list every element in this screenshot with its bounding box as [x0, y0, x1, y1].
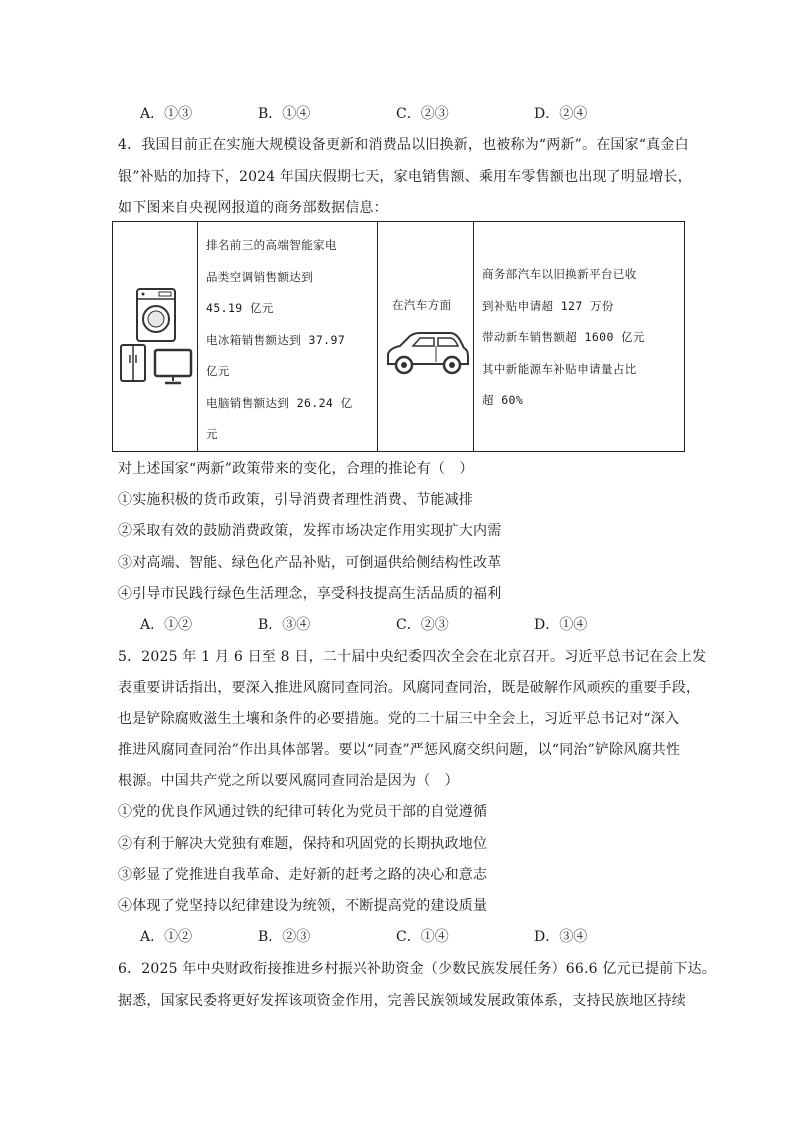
car-icon: [384, 330, 470, 376]
washing-machine-icon: [135, 287, 179, 343]
q4-statement-4: ④引导市民践行绿色生活理念，享受科技提高生活品质的福利: [118, 586, 502, 602]
commerce-data-table: [112, 221, 685, 452]
q5-stem-line-3: 也是铲除腐败滋生土壤和条件的必要措施。党的二十届三中全会上，习近平总书记对“深入: [118, 711, 680, 727]
q5-option-d[interactable]: D．③④: [534, 929, 588, 945]
q4-option-c[interactable]: C．②③: [396, 617, 449, 633]
appliance-line: 亿元: [206, 364, 230, 378]
q3-options: [140, 103, 660, 125]
q5-stem-line-4: 推进风腐同查同治”作出具体部署。要以“同查”严惩风腐交织问题，以“同治”铲除风腐共性: [118, 742, 681, 758]
q4-option-a[interactable]: A．①②: [140, 617, 193, 633]
q4-stem-line-1: 4．我国目前正在实施大规模设备更新和消费品以旧换新，也被称为“两新”。在国家“真金白: [118, 137, 689, 153]
car-label: 在汽车方面: [392, 298, 452, 312]
q5-statement-2: ②有利于解决大党独有难题，保持和巩固党的长期执政地位: [118, 836, 488, 852]
q6-stem-line-1: 6．2025 年中央财政衔接推进乡村振兴补助资金（少数民族发展任务）66.6 亿元已提前下达。: [118, 961, 717, 977]
q5-option-c[interactable]: C．①④: [396, 929, 449, 945]
q5-option-b[interactable]: B．②③: [258, 929, 311, 945]
q4-option-d[interactable]: D．①④: [534, 617, 588, 633]
car-line: 带动新车销售额超 1600 亿元: [482, 330, 645, 344]
appliance-sales-text: [206, 230, 352, 451]
q5-statement-1: ①党的优良作风通过铁的纪律可转化为党员干部的自觉遵循: [118, 804, 488, 820]
car-line: 商务部汽车以旧换新平台已收: [482, 267, 637, 281]
refrigerator-icon: [119, 343, 149, 383]
q4-options: [140, 614, 660, 636]
q4-statement-1: ①实施积极的货币政策，引导消费者理性消费、节能减排: [118, 492, 473, 508]
q5-stem-line-5: 根源。中国共产党之所以要风腐同查同治是因为（ ）: [118, 773, 459, 789]
car-sales-cell: [474, 222, 684, 451]
appliance-sales-cell: [198, 222, 378, 451]
computer-monitor-icon: [153, 348, 193, 386]
car-line: 超 60%: [482, 393, 524, 407]
appliance-line: 45.19 亿元: [206, 301, 274, 315]
appliance-line: 电脑销售额达到 26.24 亿: [206, 395, 353, 410]
q5-options: [140, 926, 660, 948]
q3-option-d[interactable]: D．②④: [534, 106, 588, 122]
q5-stem-line-2: 表重要讲话指出，要深入推进风腐同查同治。风腐同查同治，既是破解作风顽疾的重要手段，: [118, 680, 701, 696]
appliance-line: 品类空调销售额达到: [206, 269, 314, 284]
appliance-line: 电冰箱销售额达到 37.97: [206, 332, 346, 347]
car-line: 其中新能源车补贴申请量占比: [482, 361, 637, 376]
q3-option-b[interactable]: B．①④: [258, 106, 311, 122]
appliance-image-cell: [113, 222, 198, 451]
appliance-line: 元: [206, 427, 218, 441]
q5-stem-line-1: 5．2025 年 1 月 6 日至 8 日，二十届中央纪委四次全会在北京召开。习近平总书记在会上发: [118, 649, 707, 665]
q4-statement-3: ③对高端、智能、绿色化产品补贴，可倒逼供给侧结构性改革: [118, 555, 502, 571]
q4-stem-line-2: 银”补贴的加持下，2024 年国庆假期七天，家电销售额、乘用车零售额也出现了明显增长，: [118, 169, 692, 185]
q4-statement-2: ②采取有效的鼓励消费政策，发挥市场决定作用实现扩大内需: [118, 523, 502, 539]
q5-statement-4: ④体现了党坚持以纪律建设为统领，不断提高党的建设质量: [118, 898, 488, 914]
q4-option-b[interactable]: B．③④: [258, 617, 311, 633]
q3-option-c[interactable]: C．②③: [396, 106, 449, 122]
q5-statement-3: ③彰显了党推进自我革命、走好新的赶考之路的决心和意志: [118, 867, 488, 883]
car-sales-text: [482, 259, 645, 417]
car-image-cell: [378, 222, 474, 451]
q5-option-a[interactable]: A．①②: [140, 929, 193, 945]
q3-option-a[interactable]: A．①③: [140, 106, 193, 122]
q4-question: 对上述国家“两新”政策带来的变化，合理的推论有（ ）: [118, 461, 474, 477]
q4-stem-line-3: 如下图来自央视网报道的商务部数据信息：: [118, 200, 388, 216]
appliance-line: 排名前三的高端智能家电: [206, 238, 337, 252]
q6-stem-line-2: 据悉，国家民委将更好发挥该项资金作用，完善民族领域发展政策体系，支持民族地区持续: [118, 993, 686, 1009]
car-line: 到补贴申请超 127 万份: [482, 298, 614, 313]
